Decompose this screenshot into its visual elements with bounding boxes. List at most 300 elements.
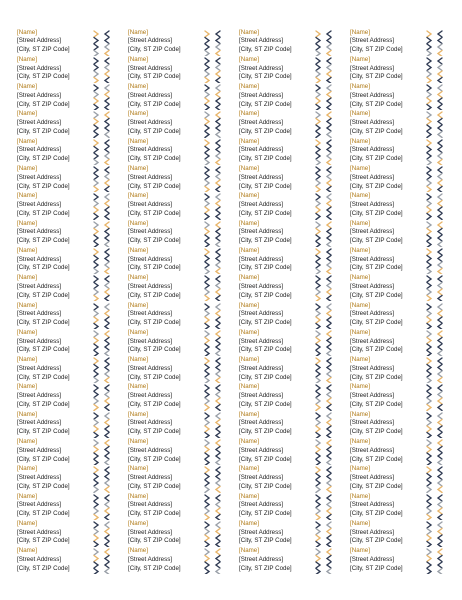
chevron-right-leaf xyxy=(216,37,220,43)
name-line: [Name] xyxy=(128,547,148,555)
chevron-right-leaf xyxy=(438,522,442,528)
city-line: [City, ST ZIP Code] xyxy=(350,510,403,518)
city-line: [City, ST ZIP Code] xyxy=(128,482,181,490)
chevron-left-leaf xyxy=(94,453,98,459)
name-line: [Name] xyxy=(350,519,370,527)
chevron-left-leaf xyxy=(316,276,320,282)
chevron-leaf-pattern-icon xyxy=(202,438,226,465)
city-line: [City, ST ZIP Code] xyxy=(239,127,292,135)
address-block xyxy=(17,438,97,464)
chevron-right-leaf xyxy=(438,222,442,228)
address-label xyxy=(128,329,236,356)
chevron-left-leaf xyxy=(427,495,431,501)
chevron-left-leaf xyxy=(427,180,431,186)
street-line: [Street Address] xyxy=(128,555,173,563)
city-line: [City, ST ZIP Code] xyxy=(239,46,292,54)
chevron-right-leaf xyxy=(216,119,220,125)
chevron-left-leaf xyxy=(427,480,431,486)
address-block xyxy=(17,165,97,191)
chevron-left-leaf xyxy=(316,337,320,343)
address-label xyxy=(17,192,125,219)
chevron-right-leaf xyxy=(216,71,220,77)
chevron-left-leaf xyxy=(205,440,209,446)
chevron-right-leaf xyxy=(438,501,442,507)
street-line: [Street Address] xyxy=(350,201,395,209)
name-line: [Name] xyxy=(17,110,37,118)
name-line: [Name] xyxy=(17,165,37,172)
chevron-left-leaf xyxy=(316,480,320,486)
name-line: [Name] xyxy=(239,465,259,473)
chevron-right-leaf xyxy=(105,501,109,507)
street-line: [Street Address] xyxy=(17,146,62,154)
chevron-left-leaf xyxy=(94,446,98,452)
chevron-right-leaf xyxy=(216,316,220,322)
chevron-right-leaf xyxy=(438,194,442,200)
chevron-right-leaf xyxy=(327,562,331,568)
chevron-right-leaf xyxy=(216,173,220,179)
chevron-left-leaf xyxy=(427,228,431,234)
address-label xyxy=(239,493,347,520)
chevron-right-leaf xyxy=(105,276,109,282)
chevron-left-leaf xyxy=(205,337,209,343)
chevron-right-leaf xyxy=(327,119,331,125)
address-label xyxy=(239,274,347,301)
street-line: [Street Address] xyxy=(239,146,284,154)
address-block xyxy=(128,192,208,218)
chevron-left-leaf xyxy=(316,549,320,555)
name-line: [Name] xyxy=(239,547,259,555)
city-line: [City, ST ZIP Code] xyxy=(128,510,181,518)
chevron-leaf-pattern-icon xyxy=(313,411,337,438)
chevron-left-leaf xyxy=(205,283,209,289)
chevron-right-leaf xyxy=(438,310,442,316)
chevron-left-leaf xyxy=(427,562,431,568)
chevron-right-leaf xyxy=(327,495,331,501)
name-line: [Name] xyxy=(350,192,370,200)
chevron-left-leaf xyxy=(316,569,320,575)
city-line: [City, ST ZIP Code] xyxy=(239,73,292,81)
street-line: [Street Address] xyxy=(350,91,395,99)
chevron-right-leaf xyxy=(216,289,220,295)
address-label xyxy=(17,411,125,438)
address-label xyxy=(239,383,347,410)
chevron-left-leaf xyxy=(205,228,209,234)
address-block xyxy=(17,493,97,519)
city-line: [City, ST ZIP Code] xyxy=(17,373,70,381)
chevron-leaf-pattern-icon xyxy=(91,247,115,274)
address-block xyxy=(239,274,319,300)
chevron-left-leaf xyxy=(316,474,320,480)
city-line: [City, ST ZIP Code] xyxy=(239,482,292,490)
chevron-leaf-pattern-icon xyxy=(202,220,226,247)
chevron-right-leaf xyxy=(216,426,220,432)
street-line: [Street Address] xyxy=(17,119,62,127)
chevron-left-leaf xyxy=(94,262,98,268)
chevron-left-leaf xyxy=(205,331,209,337)
city-line: [City, ST ZIP Code] xyxy=(128,127,181,135)
chevron-right-leaf xyxy=(216,528,220,534)
chevron-left-leaf xyxy=(94,194,98,200)
chevron-leaf-pattern-icon xyxy=(424,220,448,247)
address-block xyxy=(239,165,319,191)
chevron-right-leaf xyxy=(105,112,109,118)
name-line: [Name] xyxy=(128,219,148,227)
chevron-right-leaf xyxy=(327,289,331,295)
chevron-left-leaf xyxy=(205,146,209,152)
chevron-left-leaf xyxy=(205,522,209,528)
address-block xyxy=(350,247,430,273)
chevron-left-leaf xyxy=(205,310,209,316)
chevron-right-leaf xyxy=(105,426,109,432)
address-label xyxy=(239,411,347,438)
chevron-left-leaf xyxy=(427,446,431,452)
name-line: [Name] xyxy=(239,165,259,172)
address-label xyxy=(350,547,458,574)
chevron-leaf-pattern-icon xyxy=(424,356,448,383)
chevron-right-leaf xyxy=(438,480,442,486)
chevron-left-leaf xyxy=(94,85,98,91)
chevron-right-leaf xyxy=(216,222,220,228)
chevron-leaf-pattern-icon xyxy=(91,83,115,110)
chevron-right-leaf xyxy=(216,255,220,261)
chevron-right-leaf xyxy=(105,194,109,200)
chevron-right-leaf xyxy=(327,167,331,173)
chevron-left-leaf xyxy=(205,112,209,118)
chevron-left-leaf xyxy=(427,289,431,295)
chevron-left-leaf xyxy=(316,398,320,404)
chevron-left-leaf xyxy=(427,453,431,459)
address-block xyxy=(128,302,208,328)
address-block xyxy=(17,220,97,246)
chevron-left-leaf xyxy=(94,222,98,228)
city-line: [City, ST ZIP Code] xyxy=(350,127,403,135)
street-line: [Street Address] xyxy=(350,528,395,536)
chevron-right-leaf xyxy=(438,467,442,473)
chevron-leaf-pattern-icon xyxy=(202,83,226,110)
street-line: [Street Address] xyxy=(128,501,173,509)
address-label xyxy=(239,329,347,356)
chevron-left-leaf xyxy=(94,207,98,213)
street-line: [Street Address] xyxy=(350,446,395,454)
city-line: [City, ST ZIP Code] xyxy=(350,182,403,190)
address-label xyxy=(350,465,458,492)
chevron-leaf-pattern-icon xyxy=(202,383,226,410)
address-label xyxy=(350,302,458,329)
name-line: [Name] xyxy=(17,219,37,227)
street-line: [Street Address] xyxy=(350,228,395,236)
chevron-right-leaf xyxy=(438,92,442,98)
chevron-right-leaf xyxy=(216,413,220,419)
chevron-left-leaf xyxy=(316,426,320,432)
address-label xyxy=(17,56,125,83)
street-line: [Street Address] xyxy=(128,364,173,372)
address-block xyxy=(17,547,97,573)
name-line: [Name] xyxy=(350,492,370,500)
city-line: [City, ST ZIP Code] xyxy=(128,319,181,327)
chevron-right-leaf xyxy=(438,71,442,77)
chevron-right-leaf xyxy=(327,480,331,486)
chevron-left-leaf xyxy=(427,98,431,104)
chevron-left-leaf xyxy=(205,140,209,146)
chevron-right-leaf xyxy=(105,167,109,173)
chevron-leaf-pattern-icon xyxy=(202,247,226,274)
city-line: [City, ST ZIP Code] xyxy=(17,155,70,163)
chevron-left-leaf xyxy=(205,426,209,432)
name-line: [Name] xyxy=(350,547,370,555)
chevron-left-leaf xyxy=(205,316,209,322)
chevron-right-leaf xyxy=(327,331,331,337)
address-label xyxy=(350,110,458,137)
address-label xyxy=(350,220,458,247)
street-line: [Street Address] xyxy=(350,310,395,318)
city-line: [City, ST ZIP Code] xyxy=(350,455,403,463)
street-line: [Street Address] xyxy=(128,173,173,181)
name-line: [Name] xyxy=(350,83,370,91)
chevron-left-leaf xyxy=(205,446,209,452)
chevron-right-leaf xyxy=(216,92,220,98)
street-line: [Street Address] xyxy=(17,555,62,563)
chevron-leaf-pattern-icon xyxy=(424,383,448,410)
chevron-left-leaf xyxy=(205,303,209,309)
chevron-left-leaf xyxy=(427,92,431,98)
chevron-left-leaf xyxy=(316,64,320,70)
chevron-right-leaf xyxy=(438,371,442,377)
name-line: [Name] xyxy=(239,192,259,200)
chevron-right-leaf xyxy=(105,392,109,398)
chevron-left-leaf xyxy=(205,419,209,425)
chevron-left-leaf xyxy=(427,419,431,425)
chevron-right-leaf xyxy=(438,112,442,118)
city-line: [City, ST ZIP Code] xyxy=(128,564,181,572)
chevron-leaf-pattern-icon xyxy=(202,274,226,301)
chevron-leaf-pattern-icon xyxy=(424,110,448,137)
city-line: [City, ST ZIP Code] xyxy=(17,100,70,108)
address-block xyxy=(17,56,97,82)
chevron-left-leaf xyxy=(94,413,98,419)
chevron-left-leaf xyxy=(205,222,209,228)
chevron-left-leaf xyxy=(94,528,98,534)
chevron-right-leaf xyxy=(438,98,442,104)
chevron-right-leaf xyxy=(216,194,220,200)
name-line: [Name] xyxy=(239,55,259,63)
chevron-left-leaf xyxy=(205,365,209,371)
city-line: [City, ST ZIP Code] xyxy=(17,482,70,490)
address-block xyxy=(350,302,430,328)
address-label xyxy=(17,83,125,110)
street-line: [Street Address] xyxy=(128,201,173,209)
chevron-right-leaf xyxy=(216,262,220,268)
chevron-right-leaf xyxy=(438,201,442,207)
chevron-right-leaf xyxy=(327,173,331,179)
chevron-right-leaf xyxy=(327,85,331,91)
name-line: [Name] xyxy=(239,137,259,145)
chevron-left-leaf xyxy=(205,556,209,562)
chevron-right-leaf xyxy=(105,255,109,261)
chevron-right-leaf xyxy=(327,508,331,514)
address-label xyxy=(17,438,125,465)
street-line: [Street Address] xyxy=(239,119,284,127)
address-label xyxy=(128,438,236,465)
address-block xyxy=(128,56,208,82)
street-line: [Street Address] xyxy=(17,201,62,209)
chevron-right-leaf xyxy=(438,419,442,425)
street-line: [Street Address] xyxy=(17,364,62,372)
city-line: [City, ST ZIP Code] xyxy=(17,73,70,81)
chevron-right-leaf xyxy=(105,358,109,364)
chevron-right-leaf xyxy=(438,474,442,480)
street-line: [Street Address] xyxy=(350,37,395,45)
chevron-right-leaf xyxy=(216,467,220,473)
chevron-right-leaf xyxy=(216,235,220,241)
chevron-right-leaf xyxy=(327,528,331,534)
chevron-left-leaf xyxy=(205,413,209,419)
city-line: [City, ST ZIP Code] xyxy=(350,400,403,408)
chevron-left-leaf xyxy=(205,92,209,98)
name-line: [Name] xyxy=(239,274,259,282)
chevron-left-leaf xyxy=(316,528,320,534)
chevron-right-leaf xyxy=(105,535,109,541)
chevron-right-leaf xyxy=(327,146,331,152)
chevron-right-leaf xyxy=(216,283,220,289)
chevron-leaf-pattern-icon xyxy=(313,165,337,192)
city-line: [City, ST ZIP Code] xyxy=(17,291,70,299)
chevron-left-leaf xyxy=(427,153,431,159)
chevron-right-leaf xyxy=(105,467,109,473)
chevron-right-leaf xyxy=(105,528,109,534)
chevron-right-leaf xyxy=(327,125,331,131)
address-label xyxy=(128,29,236,56)
chevron-left-leaf xyxy=(205,249,209,255)
chevron-left-leaf xyxy=(94,235,98,241)
city-line: [City, ST ZIP Code] xyxy=(17,237,70,245)
chevron-right-leaf xyxy=(438,331,442,337)
address-block xyxy=(128,274,208,300)
chevron-right-leaf xyxy=(438,255,442,261)
chevron-right-leaf xyxy=(105,201,109,207)
chevron-right-leaf xyxy=(105,207,109,213)
chevron-left-leaf xyxy=(427,64,431,70)
street-line: [Street Address] xyxy=(239,91,284,99)
name-line: [Name] xyxy=(17,465,37,473)
address-label xyxy=(17,383,125,410)
chevron-right-leaf xyxy=(105,413,109,419)
chevron-left-leaf xyxy=(427,556,431,562)
chevron-right-leaf xyxy=(216,30,220,36)
chevron-right-leaf xyxy=(105,344,109,350)
street-line: [Street Address] xyxy=(17,37,62,45)
chevron-left-leaf xyxy=(205,64,209,70)
chevron-right-leaf xyxy=(327,262,331,268)
chevron-right-leaf xyxy=(327,556,331,562)
address-label xyxy=(350,192,458,219)
chevron-left-leaf xyxy=(427,262,431,268)
city-line: [City, ST ZIP Code] xyxy=(239,182,292,190)
address-block xyxy=(350,220,430,246)
chevron-right-leaf xyxy=(105,37,109,43)
chevron-right-leaf xyxy=(105,249,109,255)
chevron-right-leaf xyxy=(327,201,331,207)
chevron-left-leaf xyxy=(427,371,431,377)
chevron-leaf-pattern-icon xyxy=(91,493,115,520)
chevron-right-leaf xyxy=(105,92,109,98)
address-block xyxy=(239,138,319,164)
name-line: [Name] xyxy=(17,383,37,391)
chevron-right-leaf xyxy=(216,392,220,398)
address-block xyxy=(239,520,319,546)
chevron-left-leaf xyxy=(205,562,209,568)
chevron-leaf-pattern-icon xyxy=(424,438,448,465)
address-block xyxy=(128,547,208,573)
name-line: [Name] xyxy=(350,301,370,309)
chevron-right-leaf xyxy=(327,522,331,528)
chevron-right-leaf xyxy=(327,392,331,398)
chevron-right-leaf xyxy=(438,262,442,268)
chevron-right-leaf xyxy=(105,556,109,562)
city-line: [City, ST ZIP Code] xyxy=(239,510,292,518)
address-label xyxy=(350,520,458,547)
address-label xyxy=(350,247,458,274)
chevron-right-leaf xyxy=(216,167,220,173)
chevron-left-leaf xyxy=(316,371,320,377)
name-line: [Name] xyxy=(128,328,148,336)
chevron-leaf-pattern-icon xyxy=(91,465,115,492)
chevron-leaf-pattern-icon xyxy=(313,465,337,492)
city-line: [City, ST ZIP Code] xyxy=(350,346,403,354)
chevron-left-leaf xyxy=(94,303,98,309)
street-line: [Street Address] xyxy=(17,337,62,345)
chevron-right-leaf xyxy=(216,480,220,486)
address-block xyxy=(350,547,430,573)
city-line: [City, ST ZIP Code] xyxy=(128,373,181,381)
street-line: [Street Address] xyxy=(17,282,62,290)
chevron-right-leaf xyxy=(105,569,109,575)
city-line: [City, ST ZIP Code] xyxy=(128,291,181,299)
city-line: [City, ST ZIP Code] xyxy=(239,291,292,299)
name-line: [Name] xyxy=(239,246,259,254)
address-block xyxy=(350,329,430,355)
chevron-right-leaf xyxy=(438,64,442,70)
chevron-left-leaf xyxy=(427,173,431,179)
chevron-left-leaf xyxy=(427,112,431,118)
name-line: [Name] xyxy=(128,28,148,36)
chevron-right-leaf xyxy=(216,207,220,213)
chevron-leaf-pattern-icon xyxy=(91,356,115,383)
city-line: [City, ST ZIP Code] xyxy=(128,346,181,354)
chevron-left-leaf xyxy=(94,556,98,562)
address-label xyxy=(17,302,125,329)
city-line: [City, ST ZIP Code] xyxy=(17,182,70,190)
chevron-left-leaf xyxy=(316,556,320,562)
name-line: [Name] xyxy=(128,246,148,254)
name-line: [Name] xyxy=(239,219,259,227)
chevron-right-leaf xyxy=(216,358,220,364)
chevron-left-leaf xyxy=(94,569,98,575)
chevron-left-leaf xyxy=(205,43,209,49)
chevron-leaf-pattern-icon xyxy=(313,493,337,520)
chevron-left-leaf xyxy=(316,508,320,514)
chevron-leaf-pattern-icon xyxy=(424,329,448,356)
chevron-left-leaf xyxy=(316,262,320,268)
chevron-right-leaf xyxy=(216,180,220,186)
chevron-left-leaf xyxy=(205,276,209,282)
chevron-left-leaf xyxy=(316,85,320,91)
street-line: [Street Address] xyxy=(239,474,284,482)
chevron-left-leaf xyxy=(316,112,320,118)
city-line: [City, ST ZIP Code] xyxy=(17,400,70,408)
chevron-left-leaf xyxy=(94,495,98,501)
chevron-right-leaf xyxy=(327,255,331,261)
city-line: [City, ST ZIP Code] xyxy=(17,510,70,518)
